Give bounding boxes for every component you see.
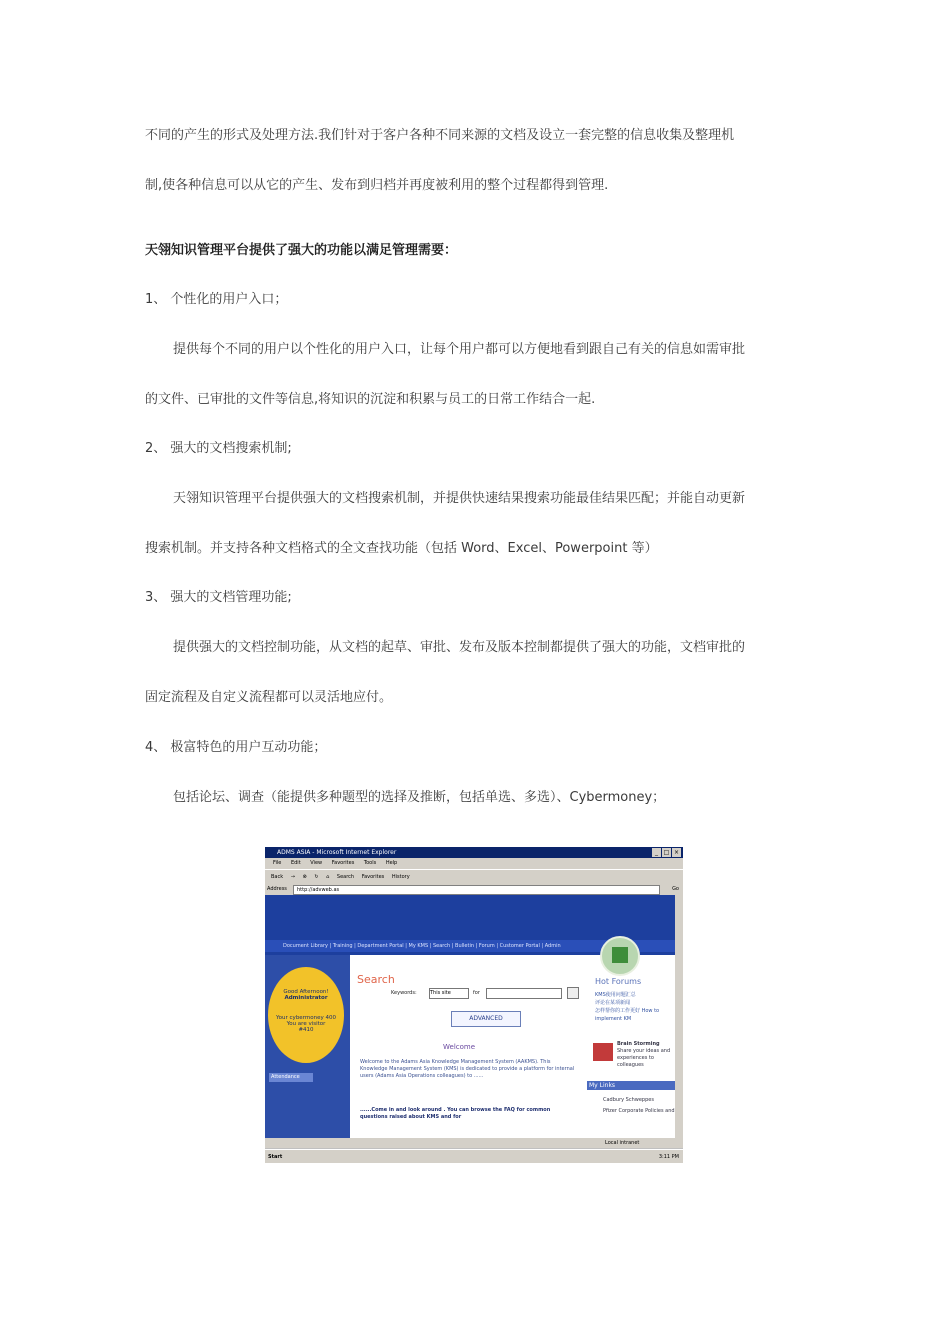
- list-item-title: 3、 强大的文档管理功能;: [145, 590, 292, 605]
- left-column: [265, 955, 350, 1138]
- favorites-button: Favorites: [361, 874, 385, 880]
- attendance-link: Attendance: [269, 1073, 313, 1082]
- user-badge: [268, 967, 344, 1063]
- advanced-button: ADVANCED: [451, 1011, 521, 1027]
- vertical-scrollbar: [675, 895, 683, 1138]
- paragraph-line: 固定流程及自定义流程都可以灵活地应付。: [145, 690, 393, 705]
- my-links-list: [603, 1095, 675, 1117]
- maximize-icon: □: [663, 849, 670, 856]
- for-label: for: [473, 990, 480, 996]
- stop-icon: ⊗: [302, 874, 307, 880]
- paragraph-line: 的文件、已审批的文件等信息,将知识的沉淀和积累与员工的日常工作结合一起.: [145, 392, 596, 407]
- minimize-icon: _: [652, 848, 661, 857]
- search-go-icon: [567, 987, 579, 999]
- list-item: 怎样帮你的工作更好 How to implement KM: [595, 1008, 660, 1022]
- list-item: Cadbury Schweppes: [603, 1097, 654, 1103]
- menu-file: File: [273, 860, 282, 866]
- home-icon: ⌂: [326, 874, 330, 880]
- list-item-title: 2、 强大的文档搜索机制;: [145, 441, 292, 456]
- status-bar: [265, 1138, 683, 1148]
- clock: 3:11 PM: [658, 1154, 679, 1160]
- paragraph-line: 搜索机制。并支持各种文档格式的全文查找功能（包括 Word、Excel、Powerpoint 等）: [145, 541, 658, 556]
- list-item-title: 4、 极富特色的用户互动功能；: [145, 740, 327, 755]
- refresh-icon: ↻: [314, 874, 319, 880]
- list-item: KMS使用问题汇总: [595, 992, 636, 998]
- history-button: History: [391, 874, 410, 880]
- embedded-browser-screenshot: [265, 847, 683, 1163]
- back-button: Back: [271, 874, 284, 880]
- search-button: Search: [336, 874, 355, 880]
- address-bar: [265, 883, 683, 895]
- visitor-number: #410: [298, 1027, 314, 1033]
- paragraph-line: 包括论坛、调查（能提供多种题型的选择及推断，包括单选、多选）、Cybermoney；: [173, 790, 666, 805]
- web-page: [265, 895, 675, 1138]
- my-links-header: My Links: [587, 1081, 675, 1090]
- welcome-text-2: ......Come in and look around . You can browse the FAQ for common questions raised about KMS and for: [360, 1107, 551, 1120]
- greeting: Good Afternoon!: [283, 989, 329, 995]
- start-button: Start: [268, 1154, 283, 1160]
- hot-forums-title: Hot Forums: [595, 977, 642, 986]
- address-field: http://advweb.as: [293, 885, 660, 895]
- menu-help: Help: [385, 860, 398, 866]
- toolbar: [265, 869, 683, 884]
- keywords-select: This site: [429, 988, 469, 999]
- menu-favorites: Favorites: [331, 860, 355, 866]
- paragraph-line: 提供强大的文档控制功能，从文档的起草、审批、发布及版本控制都提供了强大的功能，文档审批的: [173, 640, 746, 655]
- visitor-label: You are visitor: [286, 1021, 326, 1027]
- forward-button: →: [290, 874, 295, 880]
- paragraph-line: 制,使各种信息可以从它的产生、发布到归档并再度被利用的整个过程都得到管理.: [145, 178, 609, 193]
- welcome-text: Welcome to the Adams Asia Knowledge Management System (AAKMS). This Knowledge Management System (KMS) is dedicated to provide a platform for internal users (Adams Asia Operations colleagues) to ......: [360, 1059, 575, 1079]
- address-label: Address: [267, 886, 287, 892]
- status-zone: Local intranet: [605, 1140, 640, 1146]
- menu-bar: [265, 858, 683, 869]
- brainstorm-text: Share your ideas and experiences to colleagues: [617, 1048, 671, 1068]
- logo-icon: [600, 936, 640, 976]
- close-icon: ×: [673, 849, 680, 856]
- list-item: Pfizer Corporate Policies and: [603, 1108, 675, 1114]
- site-nav: Document Library | Training | Department Portal | My KMS | Search | Bulletin | Forum | Customer Portal | Admin: [265, 940, 675, 952]
- keywords-label: Keywords:: [391, 990, 417, 996]
- brainstorm-block: [617, 1041, 673, 1069]
- brainstorm-title: Brain Storming: [617, 1041, 660, 1047]
- taskbar: [265, 1149, 683, 1163]
- paragraph-line: 提供每个不同的用户以个性化的用户入口，让每个用户都可以方便地看到跟自己有关的信息如需审批: [173, 342, 746, 357]
- window-title: ADMS ASIA - Microsoft Internet Explorer: [277, 849, 397, 856]
- search-title: Search: [357, 973, 395, 986]
- user-name: Administrator: [284, 995, 328, 1001]
- hot-forums-list: [595, 991, 673, 1023]
- window-titlebar: [265, 847, 683, 858]
- menu-edit: Edit: [290, 860, 301, 866]
- cybermoney: Your cybermoney 400: [276, 1015, 336, 1021]
- list-item-title: 1、 个性化的用户入口；: [145, 292, 288, 307]
- welcome-title: Welcome: [443, 1043, 476, 1051]
- section-heading: 天翎知识管理平台提供了强大的功能以满足管理需要：: [145, 243, 458, 258]
- go-button: Go: [672, 886, 679, 892]
- paragraph-line: 不同的产生的形式及处理方法.我们针对于客户各种不同来源的文档及设立一套完整的信息收集及整理机: [145, 128, 735, 143]
- brainstorm-icon: [593, 1043, 613, 1061]
- menu-view: View: [310, 860, 323, 866]
- keywords-input: [486, 988, 562, 999]
- paragraph-line: 天翎知识管理平台提供强大的文档搜索机制，并提供快速结果搜索功能最佳结果匹配；并能自动更新: [173, 491, 746, 506]
- menu-tools: Tools: [363, 860, 377, 866]
- list-item: 评论在某项新闻: [595, 1000, 631, 1006]
